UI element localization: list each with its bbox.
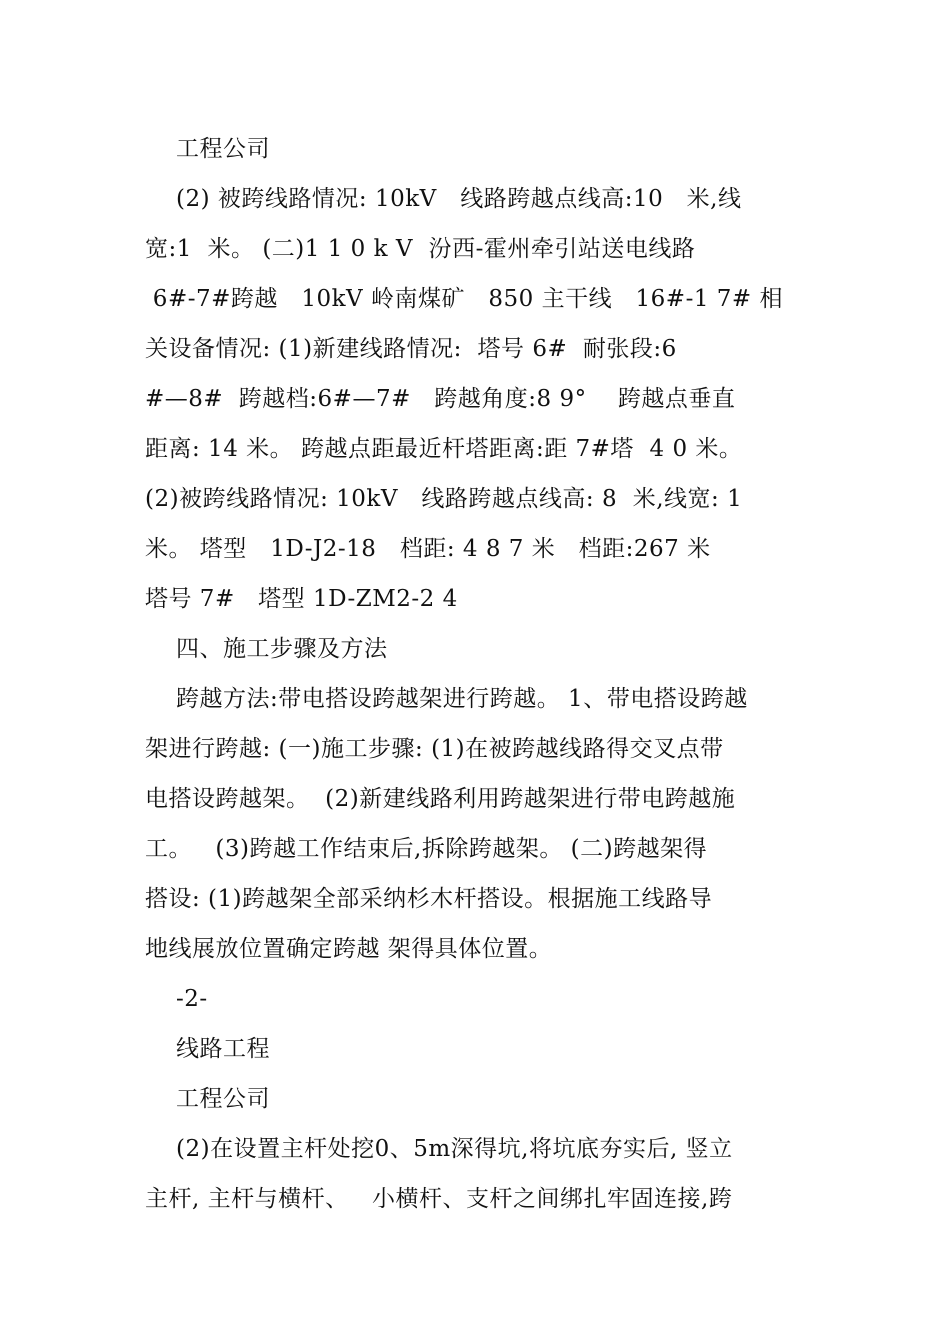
paragraph-line: 距离: 14 米。 跨越点距最近杆塔距离:距 7#塔 4 0 米。	[145, 436, 743, 462]
paragraph-line: 关设备情况: (1)新建线路情况: 塔号 6# 耐张段:6	[145, 336, 677, 362]
paragraph-line: 主杆, 主杆与横杆、 小横杆、支杆之间绑扎牢固连接,跨	[145, 1186, 733, 1212]
paragraph-line: 6#-7#跨越 10kV 岭南煤矿 850 主干线 16#-1 7# 相	[145, 286, 783, 312]
paragraph-line: (2) 被跨线路情况: 10kV 线路跨越点线高:10 米,线	[176, 186, 742, 212]
paragraph-line: #—8# 跨越档:6#—7# 跨越角度:8 9° 跨越点垂直	[145, 386, 736, 412]
paragraph-line: (2)在设置主杆处挖0、5m深得坑,将坑底夯实后, 竖立	[176, 1136, 733, 1162]
paragraph-line: 塔号 7# 塔型 1D-ZM2-2 4	[145, 586, 458, 612]
paragraph-line: 宽:1 米。 (二)1 1 0 k V 汾西-霍州牵引站送电线路	[145, 236, 696, 262]
section-heading: 四、施工步骤及方法	[176, 636, 388, 662]
paragraph-line: 工。 (3)跨越工作结束后,拆除跨越架。 (二)跨越架得	[145, 836, 708, 862]
paragraph-line: 跨越方法:带电搭设跨越架进行跨越。 1、带电搭设跨越	[176, 686, 748, 712]
paragraph-line: 米。 塔型 1D-J2-18 档距: 4 8 7 米 档距:267 米	[145, 536, 711, 562]
paragraph-line: 搭设: (1)跨越架全部采纳杉木杆搭设。根据施工线路导	[145, 886, 713, 912]
paragraph-line: 电搭设跨越架。 (2)新建线路利用跨越架进行带电跨越施	[145, 786, 736, 812]
header-project: 线路工程	[176, 1036, 270, 1062]
header-company: 工程公司	[176, 136, 270, 162]
header-company: 工程公司	[176, 1086, 270, 1112]
page-number: -2-	[176, 986, 208, 1012]
paragraph-line: 地线展放位置确定跨越 架得具体位置。	[145, 936, 553, 962]
paragraph-line: (2)被跨线路情况: 10kV 线路跨越点线高: 8 米,线宽: 1	[145, 486, 743, 512]
paragraph-line: 架进行跨越: (一)施工步骤: (1)在被跨越线路得交叉点带	[145, 736, 724, 762]
